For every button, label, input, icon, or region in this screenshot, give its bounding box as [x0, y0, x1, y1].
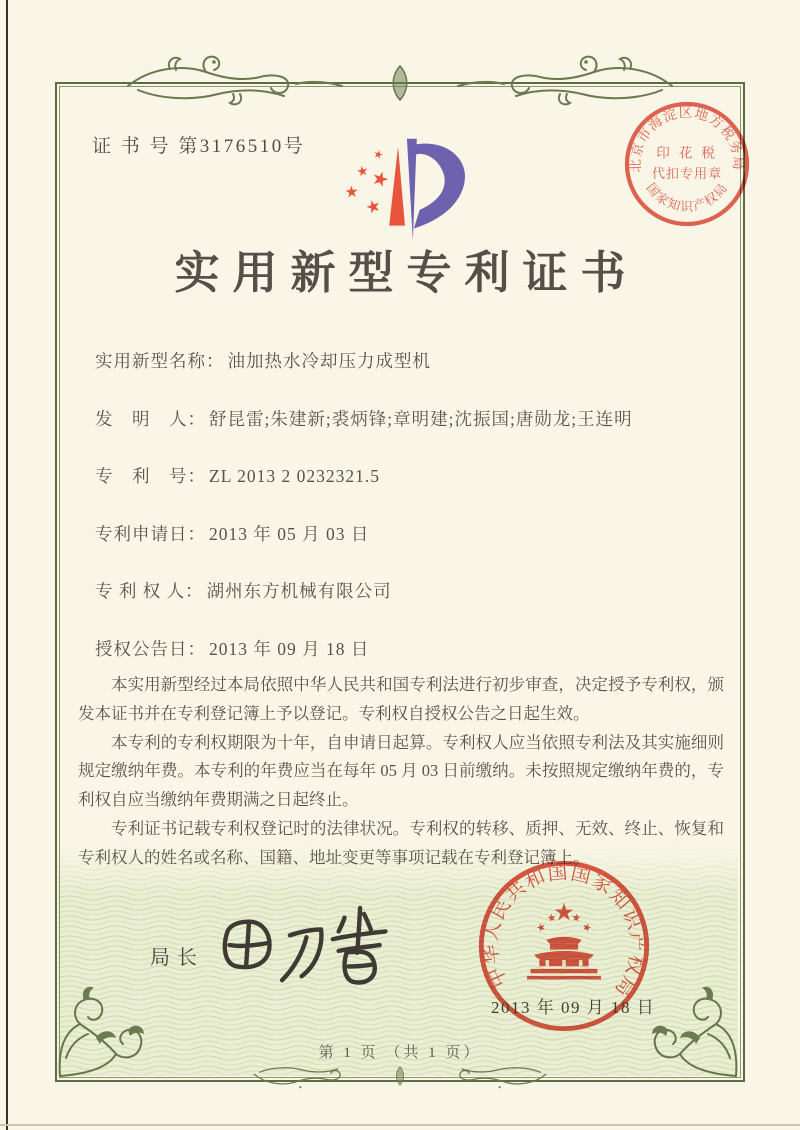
logo-red-wedge	[389, 147, 405, 226]
seal-date: 2013 年 09 月 18 日	[491, 998, 656, 1017]
paragraph-grant: 本实用新型经过本局依照中华人民共和国专利法进行初步审查，决定授予专利权，颁发本证书并在专利登记簿上予以登记。专利权自授权公告之日起生效。	[78, 675, 724, 723]
logo-purple-bowl	[414, 144, 465, 229]
legal-text-block	[78, 671, 724, 873]
field-filing-date	[95, 521, 369, 546]
field-inventors	[95, 406, 633, 431]
paragraph-term-fees: 本专利的专利权期限为十年，自申请日起算。专利权人应当依照专利法及其实施细则规定缴纳年费。本专利的年费应当在每年 05 月 03 日前缴纳。未按照规定缴纳年费的，专利权自应当缴纳年费期满之日起终止。	[78, 732, 724, 810]
field-label: 实用新型名称：	[95, 351, 225, 371]
certificate-number: 证 书 号 第3176510号	[92, 136, 306, 157]
field-utility-model-name	[95, 348, 431, 373]
sipo-patent-logo	[327, 138, 475, 250]
field-label: 专 利 权 人：	[95, 581, 204, 601]
commissioner-label: 局长	[150, 947, 204, 969]
field-patent-number	[95, 463, 380, 488]
paragraph-register: 专利证书记载专利权登记时的法律状况。专利权的转移、质押、无效、终止、恢复和专利权人的姓名或名称、国籍、地址变更等事项记载在专利登记簿上。	[78, 818, 724, 867]
field-value: ZL 2013 2 0232321.5	[209, 466, 380, 486]
certificate-title: 实用新型专利证书	[174, 248, 639, 298]
commissioner-signature-graphic	[208, 897, 403, 997]
field-label: 专利申请日：	[95, 524, 206, 544]
field-value: 舒昆雷;朱建新;裘炳锋;章明建;沈振国;唐勋龙;王连明	[209, 409, 633, 429]
tax-withholding-seal	[612, 89, 762, 239]
svg-text:国家知识产权局	[644, 181, 730, 214]
field-patentee	[95, 578, 392, 603]
field-value: 油加热水冷却压力成型机	[227, 351, 431, 371]
field-label: 授权公告日：	[95, 639, 206, 659]
page-indicator: 第 1 页 （共 1 页）	[318, 1045, 482, 1061]
field-value: 湖州东方机械有限公司	[206, 581, 392, 601]
seal-ring-text: 中华人民共和国国家知识产权局	[479, 861, 649, 1001]
logo-stars	[345, 149, 390, 214]
svg-text:北京市海淀区地方税务局	[628, 105, 746, 173]
scan-edge-bottom	[0, 1124, 800, 1126]
tax-seal-top-arc-text: 北京市海淀区地方税务局	[627, 104, 746, 173]
seal-ring-text-container	[480, 862, 649, 1001]
field-label: 发 明 人：	[95, 409, 206, 429]
field-label: 专 利 号：	[95, 466, 206, 486]
national-emblem	[527, 903, 601, 980]
field-grant-date	[95, 636, 369, 661]
field-value: 2013 年 09 月 18 日	[209, 639, 370, 659]
field-value: 2013 年 05 月 03 日	[209, 524, 370, 544]
scan-edge-left	[6, 0, 8, 1130]
tax-seal-bottom-arc-text: 国家知识产权局	[643, 180, 730, 214]
tax-seal-line1: 印 花 税	[656, 145, 718, 161]
tax-seal-line2: 代扣专用章	[651, 166, 723, 182]
